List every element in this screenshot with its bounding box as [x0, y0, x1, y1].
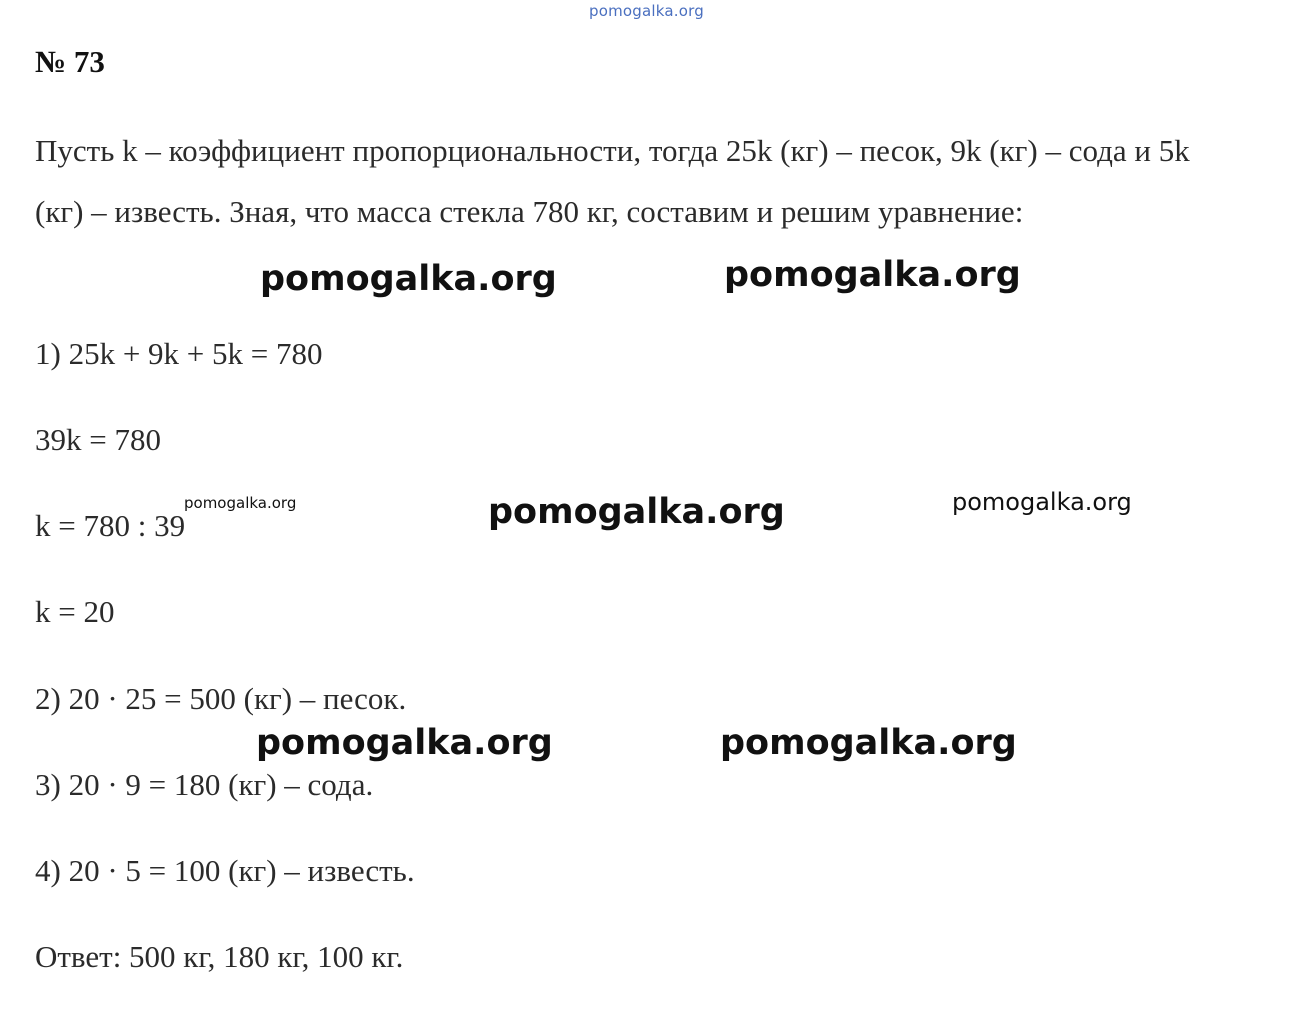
problem-number: № 73	[35, 44, 105, 79]
answer: Ответ: 500 кг, 180 кг, 100 кг.	[35, 939, 404, 974]
problem-intro: Пусть k – коэффициент пропорциональности, тогда 25k (кг) – песок, 9k (кг) – сода и 5k (кг) – известь. Зная, что масса стекла 780 кг, составим и решим уравнение:	[35, 133, 1190, 229]
watermark: pomogalka.org	[488, 492, 785, 532]
solution-step: k = 780 : 39	[35, 508, 186, 543]
solution-step: 39k = 780	[35, 422, 161, 457]
watermark-top: pomogalka.org	[589, 2, 704, 20]
solution-step: 1) 25k + 9k + 5k = 780	[35, 336, 323, 371]
watermark: pomogalka.org	[256, 723, 553, 763]
watermark: pomogalka.org	[720, 723, 1017, 763]
solution-step: 2) 20 · 25 = 500 (кг) – песок.	[35, 681, 407, 716]
watermark-small: pomogalka.org	[184, 494, 297, 512]
watermark: pomogalka.org	[724, 255, 1021, 295]
watermark: pomogalka.org	[260, 259, 557, 299]
watermark-medium: pomogalka.org	[952, 488, 1132, 516]
solution-step: 4) 20 · 5 = 100 (кг) – известь.	[35, 853, 415, 888]
solution-step: 3) 20 · 9 = 180 (кг) – сода.	[35, 767, 374, 802]
solution-step: k = 20	[35, 594, 115, 629]
